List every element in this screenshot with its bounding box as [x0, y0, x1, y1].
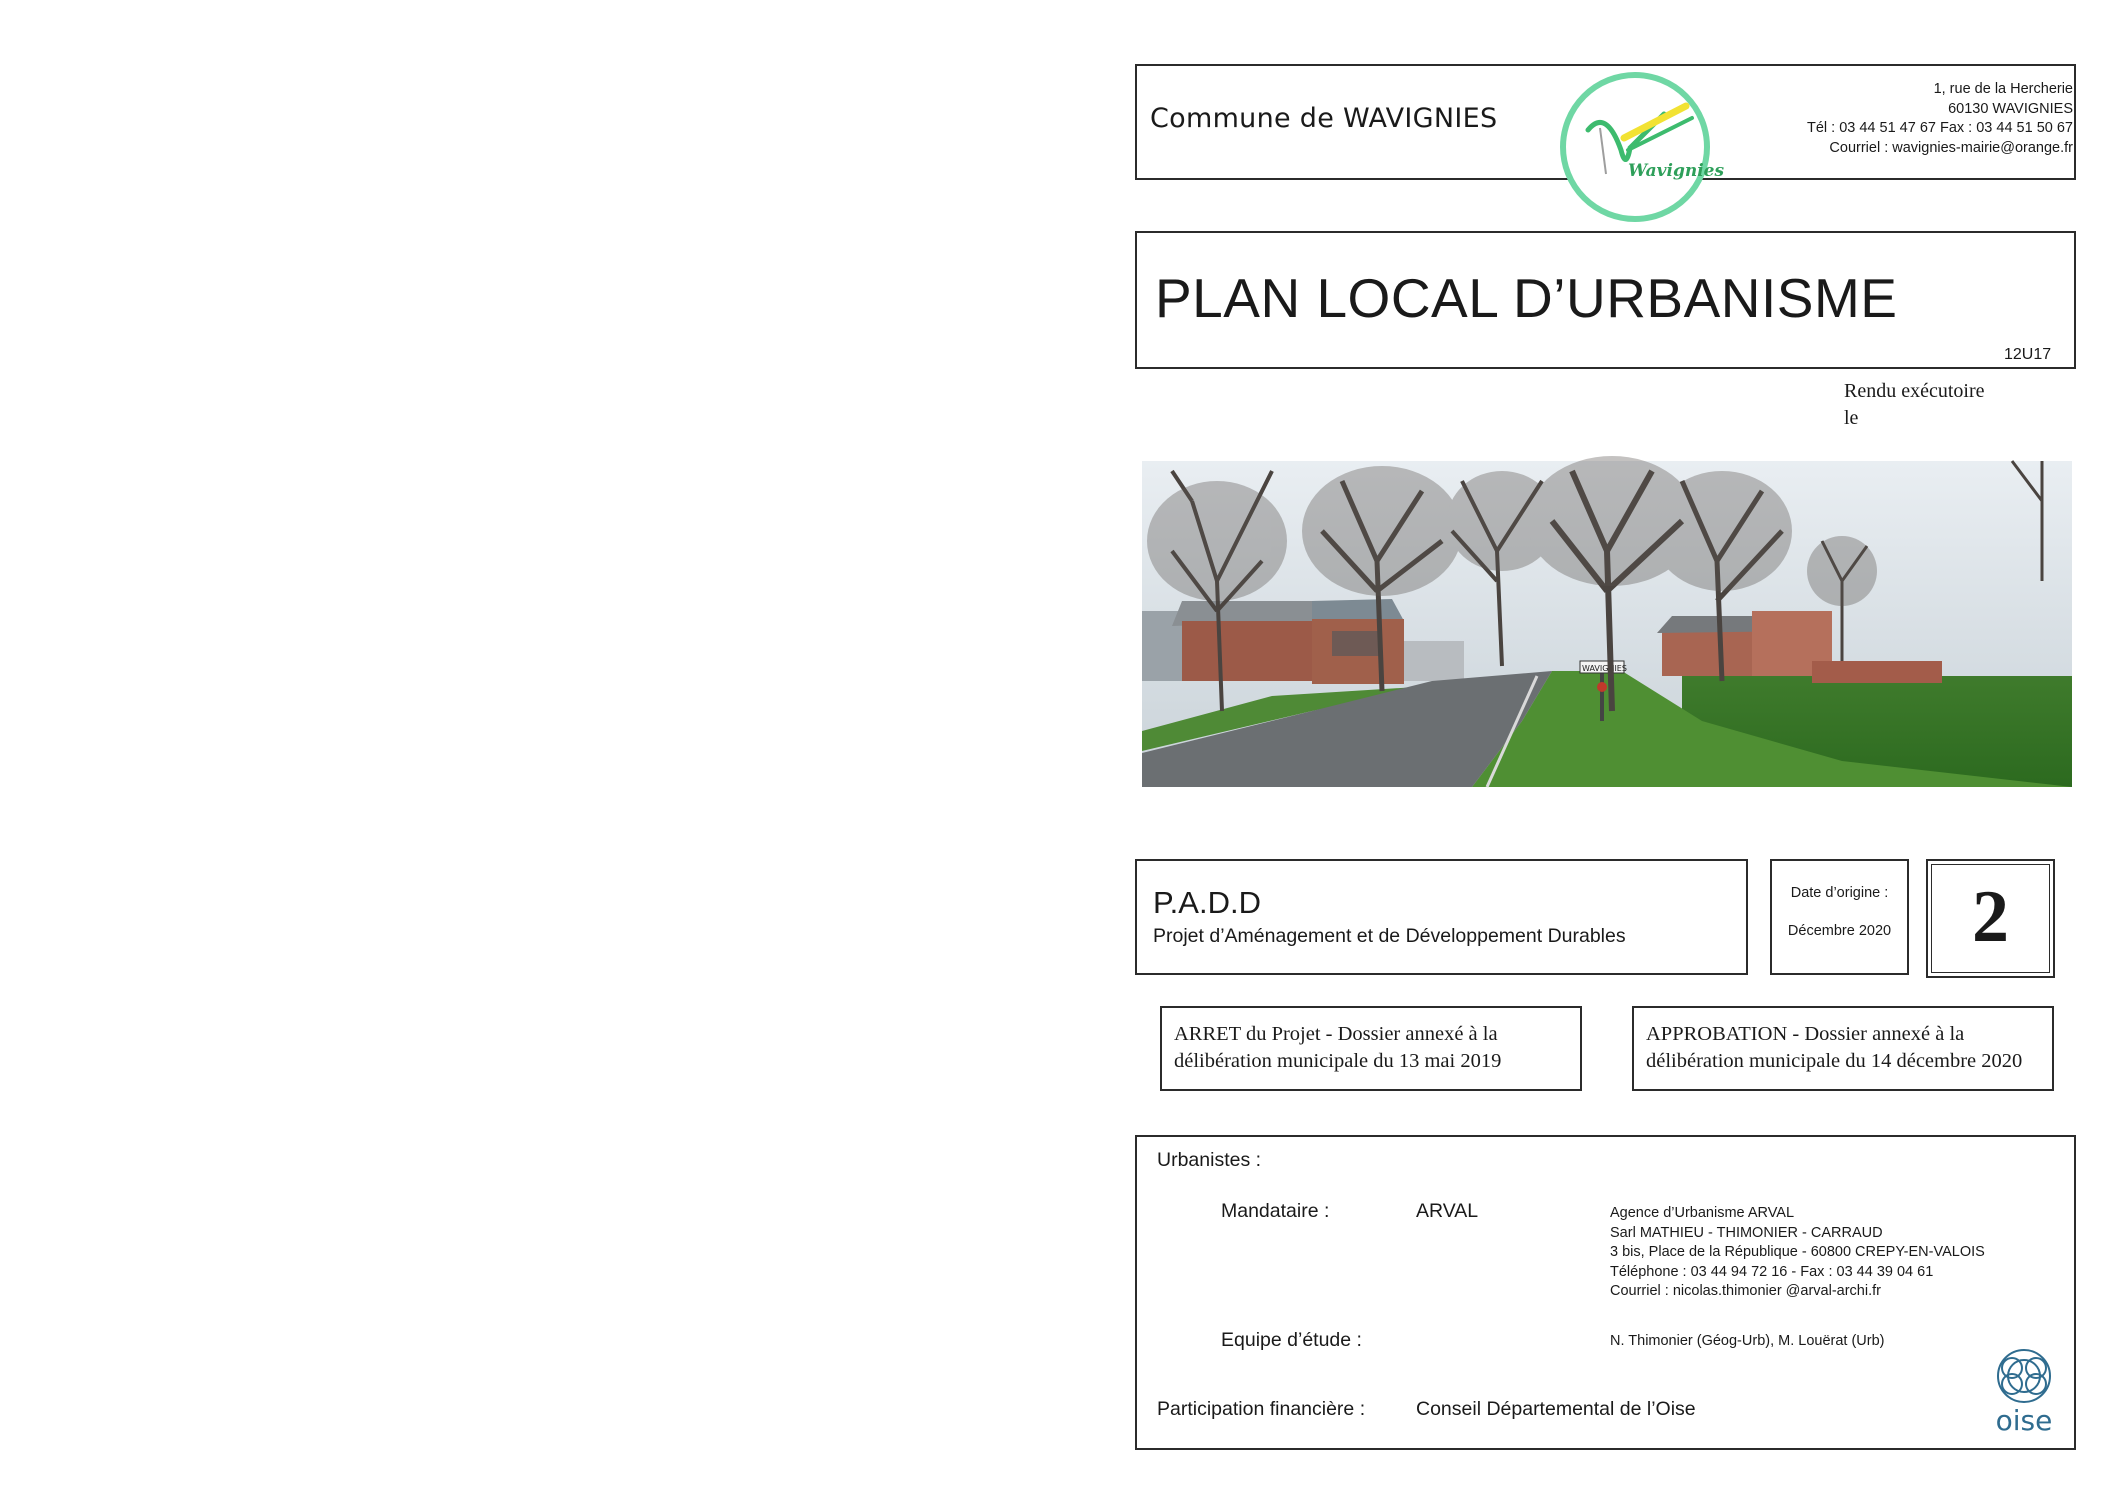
date-label: Date d’origine :	[1790, 885, 1889, 901]
padd-subtitle: Projet d’Aménagement et de Développement Durables	[1153, 925, 1626, 947]
date-value: Décembre 2020	[1787, 923, 1892, 939]
oise-wordmark: oise	[1995, 1404, 2053, 1437]
document-title: PLAN LOCAL D’URBANISME	[1155, 267, 1898, 329]
agency-line: Sarl MATHIEU - THIMONIER - CARRAUD	[1610, 1224, 1883, 1241]
oise-department-logo	[1984, 1346, 2064, 1440]
mairie-address	[1807, 80, 2073, 158]
wavignies-logo	[1560, 72, 1725, 222]
approbation-line: délibération municipale du 14 décembre 2020	[1646, 1050, 2023, 1072]
rendu-executoire	[1844, 378, 1985, 432]
village-entrance-photo	[1142, 461, 2072, 787]
equipe-value: N. Thimonier (Géog-Urb), M. Louërat (Urb)	[1610, 1333, 1885, 1349]
road-sign-text: WAVIGNIES	[1582, 664, 1627, 673]
address-line: 60130 WAVIGNIES	[1948, 100, 2073, 117]
padd-title: P.A.D.D	[1153, 885, 1261, 920]
arret-line: délibération municipale du 13 mai 2019	[1174, 1050, 1502, 1072]
agency-line: Agence d’Urbanisme ARVAL	[1610, 1205, 1795, 1221]
equipe-label: Equipe d’étude :	[1221, 1329, 1362, 1351]
urbanistes-heading: Urbanistes :	[1157, 1149, 1262, 1171]
mandataire-label: Mandataire :	[1221, 1200, 1330, 1222]
commune-name: Commune de WAVIGNIES	[1150, 103, 1498, 134]
document-code: 12U17	[2004, 346, 2052, 363]
address-line: Courriel : wavignies-mairie@orange.fr	[1829, 139, 2073, 156]
date-box	[1770, 859, 1909, 975]
mandataire-value: ARVAL	[1416, 1200, 1479, 1222]
logo-wordmark: Wavignies	[1628, 161, 1725, 181]
arret-line: ARRET du Projet - Dossier annexé à la	[1174, 1023, 1498, 1045]
participation-value: Conseil Départemental de l’Oise	[1416, 1398, 1696, 1420]
participation-label: Participation financière :	[1157, 1398, 1366, 1420]
address-line: 1, rue de la Hercherie	[1933, 81, 2073, 97]
rendu-line: Rendu exécutoire	[1844, 380, 1985, 402]
agency-details	[1610, 1204, 1985, 1302]
approbation-text	[1646, 1021, 2022, 1075]
piece-number: 2	[1972, 876, 2009, 958]
agency-line: 3 bis, Place de la République - 60800 CREPY-EN-VALOIS	[1610, 1244, 1985, 1260]
agency-line: Courriel : nicolas.thimonier @arval-archi.fr	[1610, 1283, 1881, 1299]
arret-text	[1174, 1021, 1501, 1075]
agency-line: Téléphone : 03 44 94 72 16 - Fax : 03 44 39 04 61	[1610, 1263, 1934, 1280]
approbation-line: APPROBATION - Dossier annexé à la	[1646, 1023, 1965, 1045]
rendu-line: le	[1844, 407, 1859, 429]
address-line: Tél : 03 44 51 47 67 Fax : 03 44 51 50 67	[1806, 120, 2073, 136]
